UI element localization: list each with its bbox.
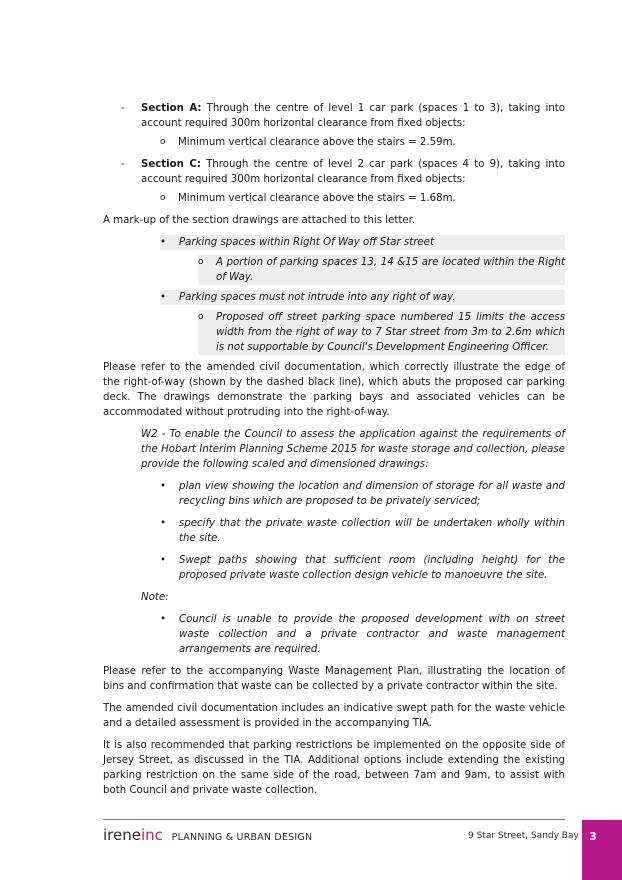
highlighted-sub-2 — [198, 310, 565, 355]
swept-path-paragraph: The amended civil documentation includes an indicative swept path for the waste vehicle and a detailed assessment is provided in the accompanying TIA. — [103, 703, 565, 729]
circle-bullet: o — [160, 193, 166, 203]
section-a-sub-text: Minimum vertical clearance above the stairs = 2.59m. — [178, 137, 456, 148]
bullet-dot: • — [160, 555, 167, 566]
note-bullet-1 — [160, 612, 565, 657]
highlighted-sub-1 — [198, 255, 565, 285]
section-a-sub — [103, 135, 565, 150]
w2-bullet-1 — [160, 479, 565, 509]
note-label: Note: — [141, 592, 169, 603]
highlighted-bullet-2 — [160, 290, 565, 305]
waste-plan-paragraph: Please refer to the accompanying Waste Management Plan, illustrating the location of bins and confirmation that waste can be collected by a private contractor within the site. — [103, 666, 565, 692]
w2-bullet-3-text: Swept paths showing that sufficient room (including height) for the proposed private waste collection design vehicle to manoeuvre the site. — [179, 555, 565, 581]
w2-bullet-2 — [160, 516, 565, 546]
footer-address: 9 Star Street, Sandy Bay — [468, 831, 579, 841]
w2-bullet-3 — [160, 553, 565, 583]
section-c-sub-text: Minimum vertical clearance above the stairs = 1.68m. — [178, 193, 456, 204]
highlighted-sub-1-text: A portion of parking spaces 13, 14 &15 are located within the Right of Way. — [216, 257, 565, 283]
brand-irene: irene — [103, 826, 141, 844]
section-c-sub — [103, 191, 565, 206]
note-bullet-1-text: Council is unable to provide the proposed development with on street waste collection and a private contractor and waste management arrangements are required. — [179, 614, 565, 655]
markup-paragraph: A mark-up of the section drawings are attached to this letter. — [103, 215, 416, 226]
bullet-dot: • — [160, 518, 167, 529]
footer-divider — [103, 819, 565, 820]
parking-restrictions-paragraph: It is also recommended that parking restrictions be implemented on the opposite side of Jersey Street, as discussed in the TIA. Additional options include extending the existing parking restriction on the same side of the road, between 7am and 9am, to assist with both Council and private waste collection. — [103, 740, 565, 796]
circle-bullet: o — [198, 312, 204, 322]
w2-intro: W2 - To enable the Council to assess the application against the requirements of the Hobart Interim Planning Scheme 2015 for waste storage and collection, please provide the following scaled and dimensioned drawings: — [141, 429, 565, 470]
highlighted-bullet-1 — [160, 235, 565, 250]
dash-bullet: - — [121, 103, 125, 114]
highlighted-sub-2-text: Proposed off street parking space numbered 15 limits the access width from the right of way to 7 Star street from 3m to 2.6m which is not supportable by Council's Development Engineering Officer. — [216, 312, 565, 353]
page-number-tab — [582, 820, 622, 880]
section-a-item — [103, 101, 565, 131]
dash-bullet: - — [121, 159, 125, 170]
section-a-label: Section A: — [141, 103, 202, 114]
brand-inc: inc — [140, 826, 163, 844]
civil-paragraph: Please refer to the amended civil documentation, which correctly illustrate the edge of the right-of-way (shown by the dashed black line), which abuts the proposed car parking deck. The drawings demonstrate the parking bays and associated vehicles can be accommodated without protruding into the right-of-way. — [103, 362, 565, 418]
circle-bullet: o — [198, 257, 204, 267]
footer-brand — [103, 825, 312, 848]
document-body — [103, 101, 565, 805]
w2-bullet-1-text: plan view showing the location and dimension of storage for all waste and recycling bins which are proposed to be privately serviced; — [179, 481, 565, 507]
w2-bullet-2-text: specify that the private waste collection will be undertaken wholly within the site. — [179, 518, 565, 544]
highlighted-bullet-1-text: Parking spaces within Right Of Way off Star street — [179, 237, 434, 248]
section-c-item — [103, 157, 565, 187]
section-a-text: Through the centre of level 1 car park (spaces 1 to 3), taking into account required 300m horizontal clearance from fixed objects: — [141, 103, 566, 129]
page-number: 3 — [589, 831, 597, 843]
bullet-dot: • — [160, 614, 167, 625]
bullet-dot: • — [160, 292, 167, 303]
circle-bullet: o — [160, 137, 166, 147]
bullet-dot: • — [160, 481, 167, 492]
section-c-label: Section C: — [141, 159, 201, 170]
brand-tagline: PLANNING & URBAN DESIGN — [171, 832, 313, 843]
section-c-text: Through the centre of level 2 car park (spaces 4 to 9), taking into account required 300m horizontal clearance from fixed objects: — [141, 159, 565, 185]
bullet-dot: • — [160, 237, 167, 248]
highlighted-bullet-2-text: Parking spaces must not intrude into any right of way. — [179, 292, 456, 303]
